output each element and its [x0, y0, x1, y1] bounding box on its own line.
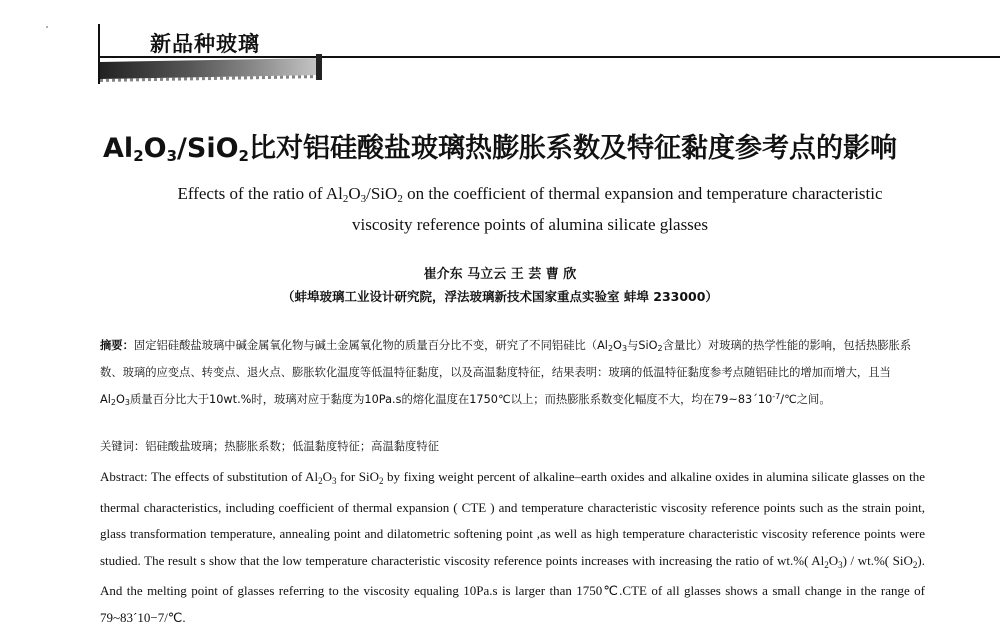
title-zh-subscript: 3: [166, 147, 178, 165]
abstract-zh-subscript: 2: [110, 398, 116, 407]
abstract-zh-text: 固定铝硅酸盐玻璃中碱金属氧化物与碱土金属氧化物的质量百分比不变，研究了不同铝硅比（Al: [133, 339, 608, 352]
title-en-part: Effects of the ratio of Al: [177, 184, 343, 203]
title-english: [150, 181, 910, 237]
title-en-part: O: [348, 184, 361, 203]
abstract-zh-text: O: [613, 339, 622, 352]
abstract-zh-label: 摘要：: [100, 339, 134, 352]
title-en-part: /SiO: [366, 184, 398, 203]
title-en-subscript: 2: [397, 193, 403, 205]
abstract-zh-text: /℃之间。: [780, 393, 831, 406]
abstract-zh-superscript: -7: [772, 392, 781, 401]
title-en-line-2: viscosity reference points of alumina silicate glasses: [352, 215, 708, 234]
abstract-en-subscript: 3: [838, 559, 843, 570]
journal-header: [98, 24, 1000, 86]
abstract-zh-text: 与SiO: [627, 339, 658, 352]
section-label: 新品种玻璃: [150, 32, 260, 56]
abstract-en-text: for SiO: [336, 469, 379, 484]
scan-artifact: [46, 26, 48, 28]
title-zh-subscript: 2: [133, 147, 144, 165]
title-en-part: on the coefficient of thermal expansion and temperature characteristic: [402, 184, 883, 203]
title-chinese: [0, 126, 1000, 165]
abstract-en-text: by fixing weight percent of alkaline–earth oxides and alkaline oxides in alumina silicate glasses on the thermal characteristics, including coefficient of thermal expansion ( CTE ) and temperature characteristic viscosity reference points such as the strain point, glass transformation temperature, annealing point and dilatometric softening point ,as well as high temperature characteristic viscosity reference points were studied. The result s show that the low temperature characteristic viscosity reference points increases with increasing the ratio of wt.%( Al: [100, 469, 926, 568]
abstract-en-text: O: [828, 552, 839, 568]
affiliation: （蚌埠玻璃工业设计研究院，浮法玻璃新技术国家重点实验室 蚌埠 233000）: [282, 289, 718, 304]
title-zh-part: O: [143, 133, 167, 164]
header-decorative-band: [100, 58, 322, 79]
abstract-zh-subscript: 3: [124, 398, 130, 407]
abstract-en-text: Abstract: The effects of substitution of Al: [100, 469, 319, 484]
abstract-chinese: [100, 334, 920, 415]
abstract-zh-text: 质量百分比大于10wt.%时，玻璃对应于黏度为10Pa.s的熔化温度在1750℃以上；而热膨胀系数变化幅度不大，均在79~83´10: [129, 393, 773, 406]
abstract-en-subscript: 2: [378, 476, 384, 486]
header-horizontal-rule: [100, 56, 1000, 58]
title-zh-subscript: 2: [238, 147, 249, 165]
abstract-english: [100, 464, 925, 631]
abstract-en-text: ). And the melting point of glasses referring to the viscosity equaling 10Pa.s is larger than 1750℃.CTE of all glasses shows a small change in the range of 79~83´10−7/℃.: [100, 552, 925, 625]
title-zh-part: Al: [103, 133, 134, 164]
title-zh-part: 比对铝硅酸盐玻璃热膨胀系数及特征黏度参考点的影响: [248, 133, 897, 164]
abstract-en-text: O: [322, 469, 332, 484]
abstract-zh-text: 含量比）对玻璃的热学性能的影响，包括热膨胀系数、玻璃的应变点、转变点、退火点、膨胀软化温度等低温特征黏度，以及高温黏度特征，结果表明：玻璃的低温特征黏度参考点随铝硅比的增加而增大，且当Al: [100, 339, 912, 406]
keywords-chinese: [100, 437, 920, 457]
abstract-en-subscript: 2: [912, 559, 918, 570]
title-en-subscript: 2: [342, 193, 349, 205]
abstract-en-subscript: 2: [824, 559, 829, 570]
title-en-line-1: [150, 181, 910, 212]
abstract-zh-subscript: 2: [657, 344, 663, 353]
authors: 崔介东 马立云 王 芸 曹 欣: [423, 267, 577, 282]
abstract-en-text: ) / wt.%( SiO: [842, 552, 913, 568]
header-band-end-mark: [316, 54, 322, 80]
title-en-subscript: 3: [360, 193, 367, 205]
keywords-label: 关键词：: [100, 440, 146, 453]
abstract-en-subscript: 2: [318, 476, 323, 486]
abstract-zh-subscript: 3: [621, 344, 628, 353]
abstract-en-subscript: 3: [331, 476, 337, 486]
keywords-text: 铝硅酸盐玻璃；热膨胀系数；低温黏度特征；高温黏度特征: [145, 440, 439, 453]
title-zh-part: /SiO: [177, 133, 239, 164]
abstract-zh-subscript: 2: [607, 344, 614, 353]
abstract-zh-text: O: [115, 393, 125, 406]
